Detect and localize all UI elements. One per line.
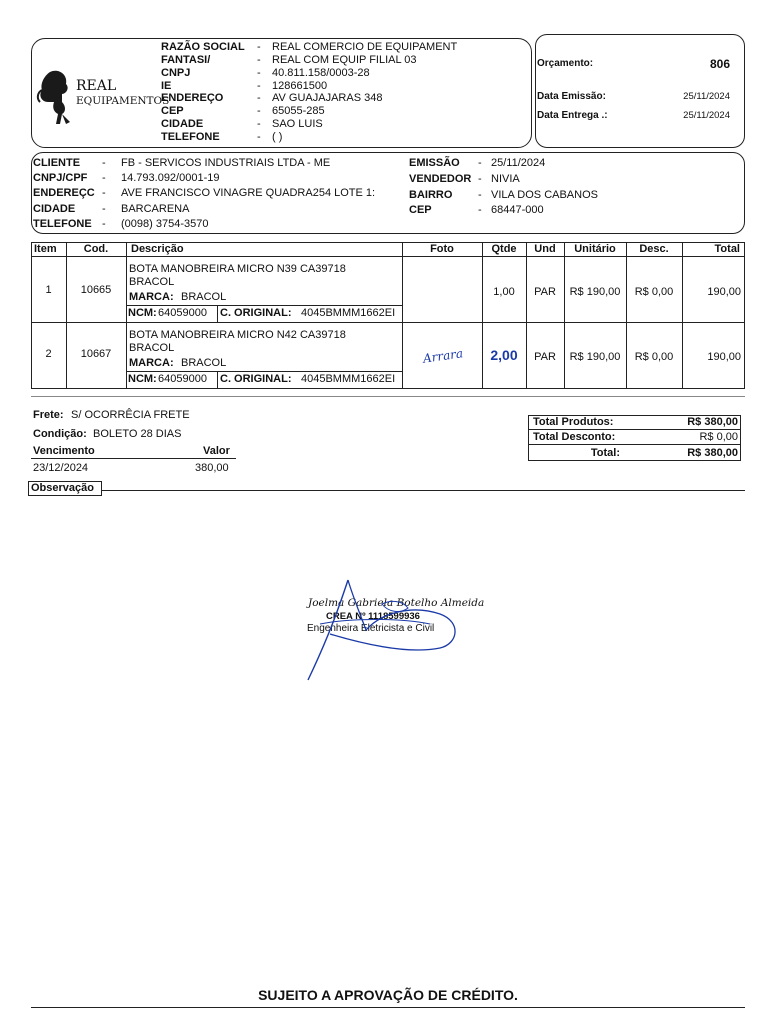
row-marca-label: MARCA: xyxy=(129,291,174,303)
client-label-emissao: EMISSÃO xyxy=(409,157,460,169)
signature-crea: CREA Nº 1118599936 xyxy=(326,611,420,622)
client-dash: - xyxy=(478,173,482,185)
company-value-razao: REAL COMERCIO DE EQUIPAMENT xyxy=(272,41,458,53)
table-line xyxy=(31,322,745,323)
row-ncm: 64059000 xyxy=(158,307,207,319)
client-value-endereco: AVE FRANCISCO VINAGRE QUADRA254 LOTE 1: xyxy=(121,187,376,199)
client-dash: - xyxy=(102,203,106,215)
client-label-cep: CEP xyxy=(409,204,432,216)
row-desc-line1: BOTA MANOBREIRA MICRO N39 CA39718 xyxy=(129,263,346,275)
company-dash: - xyxy=(257,105,261,117)
total-value: R$ 380,00 xyxy=(687,447,738,459)
signature-name: Joelma Gabriela Botelho Almeida xyxy=(308,597,485,609)
frete-value: S/ OCORRÊCIA FRETE xyxy=(71,409,190,421)
table-line xyxy=(31,388,745,389)
table-header-und: Und xyxy=(534,243,556,255)
client-value-cidade: BARCARENA xyxy=(121,203,190,215)
vencimento-value: 23/12/2024 xyxy=(33,462,89,474)
table-header-cod: Cod. xyxy=(83,243,109,255)
row-und: PAR xyxy=(534,286,556,298)
data-emissao-label: Data Emissão: xyxy=(537,91,606,102)
signature-role: Engenheira Eletricista e Civil xyxy=(307,623,435,634)
company-value-endereco: AV GUAJAJARAS 348 xyxy=(272,92,383,104)
client-dash: - xyxy=(102,172,106,184)
row-orig-label: C. ORIGINAL: xyxy=(220,307,292,319)
row-cod: 10667 xyxy=(80,348,112,360)
table-line xyxy=(744,242,745,388)
client-label-cnpj: CNPJ/CPF xyxy=(33,172,88,184)
company-label-cidade: CIDADE xyxy=(161,118,204,130)
client-value-cnpj: 14.793.092/0001-19 xyxy=(121,172,220,184)
row-desconto: R$ 0,00 xyxy=(634,286,674,298)
row-marca: BRACOL xyxy=(181,357,227,369)
frete-label: Frete: xyxy=(33,409,64,421)
total-desconto-value: R$ 0,00 xyxy=(699,431,738,443)
footer-divider xyxy=(31,396,745,397)
client-label-cliente: CLIENTE xyxy=(33,157,81,169)
company-dash: - xyxy=(257,67,261,79)
observacao-line xyxy=(102,490,745,491)
company-label-telefone: TELEFONE xyxy=(161,131,220,143)
client-dash: - xyxy=(102,187,106,199)
total-label: Total: xyxy=(590,447,620,459)
table-line xyxy=(682,242,683,388)
row-und: PAR xyxy=(534,351,556,363)
client-dash: - xyxy=(102,218,106,230)
table-header-desc: Desc. xyxy=(639,243,669,255)
table-line xyxy=(526,242,527,388)
table-line xyxy=(31,242,32,388)
row-item: 2 xyxy=(45,348,52,360)
row-unitario: R$ 190,00 xyxy=(569,351,621,363)
signature-scribble-icon xyxy=(290,574,470,684)
row-qtde: 2,00 xyxy=(490,347,518,363)
table-header-descricao: Descrição xyxy=(131,243,184,255)
condicao-label: Condição: xyxy=(33,428,87,440)
client-label-bairro: BAIRRO xyxy=(409,189,453,201)
row-desconto: R$ 0,00 xyxy=(634,351,674,363)
company-dash: - xyxy=(257,131,261,143)
table-header-qtde: Qtde xyxy=(491,243,517,255)
company-value-fantasia: REAL COM EQUIP FILIAL 03 xyxy=(272,54,417,66)
client-dash: - xyxy=(478,204,482,216)
company-label-cnpj: CNPJ xyxy=(161,67,191,79)
table-line xyxy=(126,305,402,306)
row-ncm: 64059000 xyxy=(158,373,207,385)
company-value-ie: 128661500 xyxy=(272,80,328,92)
client-label-vendedor: VENDEDOR xyxy=(409,173,472,185)
credit-approval-note: SUJEITO A APROVAÇÃO DE CRÉDITO. xyxy=(258,987,518,1003)
table-header-foto: Foto xyxy=(430,243,454,255)
logo-line1: REAL xyxy=(76,78,117,94)
table-line xyxy=(482,242,483,388)
lion-logo-icon xyxy=(36,68,76,126)
row-marca-label: MARCA: xyxy=(129,357,174,369)
row-ncm-label: NCM: xyxy=(128,373,157,385)
row-foto-handwriting: Arrara xyxy=(422,346,464,366)
condicao-value: BOLETO 28 DIAS xyxy=(93,428,182,440)
row-desc-line2: BRACOL xyxy=(129,342,175,354)
table-line xyxy=(402,242,403,388)
total-produtos-value: R$ 380,00 xyxy=(687,416,738,428)
table-line xyxy=(217,371,218,388)
client-value-telefone: (0098) 3754-3570 xyxy=(121,218,209,230)
logo-line2: EQUIPAMENTOS xyxy=(76,95,170,107)
client-value-cep: 68447-000 xyxy=(491,204,544,216)
table-header-unitario: Unitário xyxy=(574,243,616,255)
client-label-endereco: ENDEREÇC xyxy=(33,187,95,199)
row-total: 190,00 xyxy=(707,351,741,363)
table-line xyxy=(66,242,67,388)
company-dash: - xyxy=(257,41,261,53)
client-dash: - xyxy=(478,157,482,169)
company-label-cep: CEP xyxy=(161,105,184,117)
client-label-telefone: TELEFONE xyxy=(33,218,92,230)
total-desconto-label: Total Desconto: xyxy=(533,431,616,443)
row-qtde: 1,00 xyxy=(493,286,515,298)
total-produtos-label: Total Produtos: xyxy=(533,416,614,428)
company-value-cidade: SAO LUIS xyxy=(272,118,323,130)
client-value-bairro: VILA DOS CABANOS xyxy=(491,189,598,201)
row-ncm-label: NCM: xyxy=(128,307,157,319)
company-label-endereco: ENDEREÇO xyxy=(161,92,224,104)
company-dash: - xyxy=(257,80,261,92)
row-item: 1 xyxy=(45,284,52,296)
client-value-cliente: FB - SERVICOS INDUSTRIAIS LTDA - ME xyxy=(121,157,331,169)
row-total: 190,00 xyxy=(707,286,741,298)
row-orig-label: C. ORIGINAL: xyxy=(220,373,292,385)
row-desc-line2: BRACOL xyxy=(129,276,175,288)
bottom-line xyxy=(31,1007,745,1008)
row-cod: 10665 xyxy=(80,284,112,296)
client-value-vendedor: NIVIA xyxy=(491,173,520,185)
table-header-item: Item xyxy=(34,243,57,255)
valor-value: 380,00 xyxy=(195,462,229,474)
row-orig: 4045BMMM1662EI xyxy=(301,307,396,319)
totals-line xyxy=(528,429,741,430)
table-line xyxy=(217,305,218,322)
orcamento-label: Orçamento: xyxy=(537,58,594,69)
company-dash: - xyxy=(257,92,261,104)
row-orig: 4045BMMM1662EI xyxy=(301,373,396,385)
data-emissao-value: 25/11/2024 xyxy=(683,91,730,102)
totals-line xyxy=(528,444,741,445)
data-entrega-label: Data Entrega .: xyxy=(537,110,608,121)
company-dash: - xyxy=(257,54,261,66)
company-label-fantasia: FANTASI/ xyxy=(161,54,211,66)
row-marca: BRACOL xyxy=(181,291,227,303)
company-value-cep: 65055-285 xyxy=(272,105,325,117)
table-line xyxy=(126,371,402,372)
orcamento-value: 806 xyxy=(709,57,730,71)
client-value-emissao: 25/11/2024 xyxy=(491,157,546,169)
data-entrega-value: 25/11/2024 xyxy=(683,110,730,121)
vencimento-label: Vencimento xyxy=(33,445,95,457)
client-dash: - xyxy=(102,157,106,169)
table-line xyxy=(626,242,627,388)
row-desc-line1: BOTA MANOBREIRA MICRO N42 CA39718 xyxy=(129,329,346,341)
table-line xyxy=(564,242,565,388)
company-value-telefone: ( ) xyxy=(272,131,283,143)
table-line xyxy=(31,256,745,257)
valor-label: Valor xyxy=(203,445,230,457)
observacao-label: Observação xyxy=(31,482,94,494)
company-label-razao: RAZÃO SOCIAL xyxy=(161,41,245,53)
client-label-cidade: CIDADE xyxy=(33,203,76,215)
company-dash: - xyxy=(257,118,261,130)
client-dash: - xyxy=(478,189,482,201)
row-unitario: R$ 190,00 xyxy=(569,286,621,298)
company-label-ie: IE xyxy=(161,80,172,92)
table-line xyxy=(126,242,127,388)
company-value-cnpj: 40.811.158/0003-28 xyxy=(272,67,370,79)
table-header-total: Total xyxy=(714,243,740,255)
vencimento-underline xyxy=(31,458,236,459)
